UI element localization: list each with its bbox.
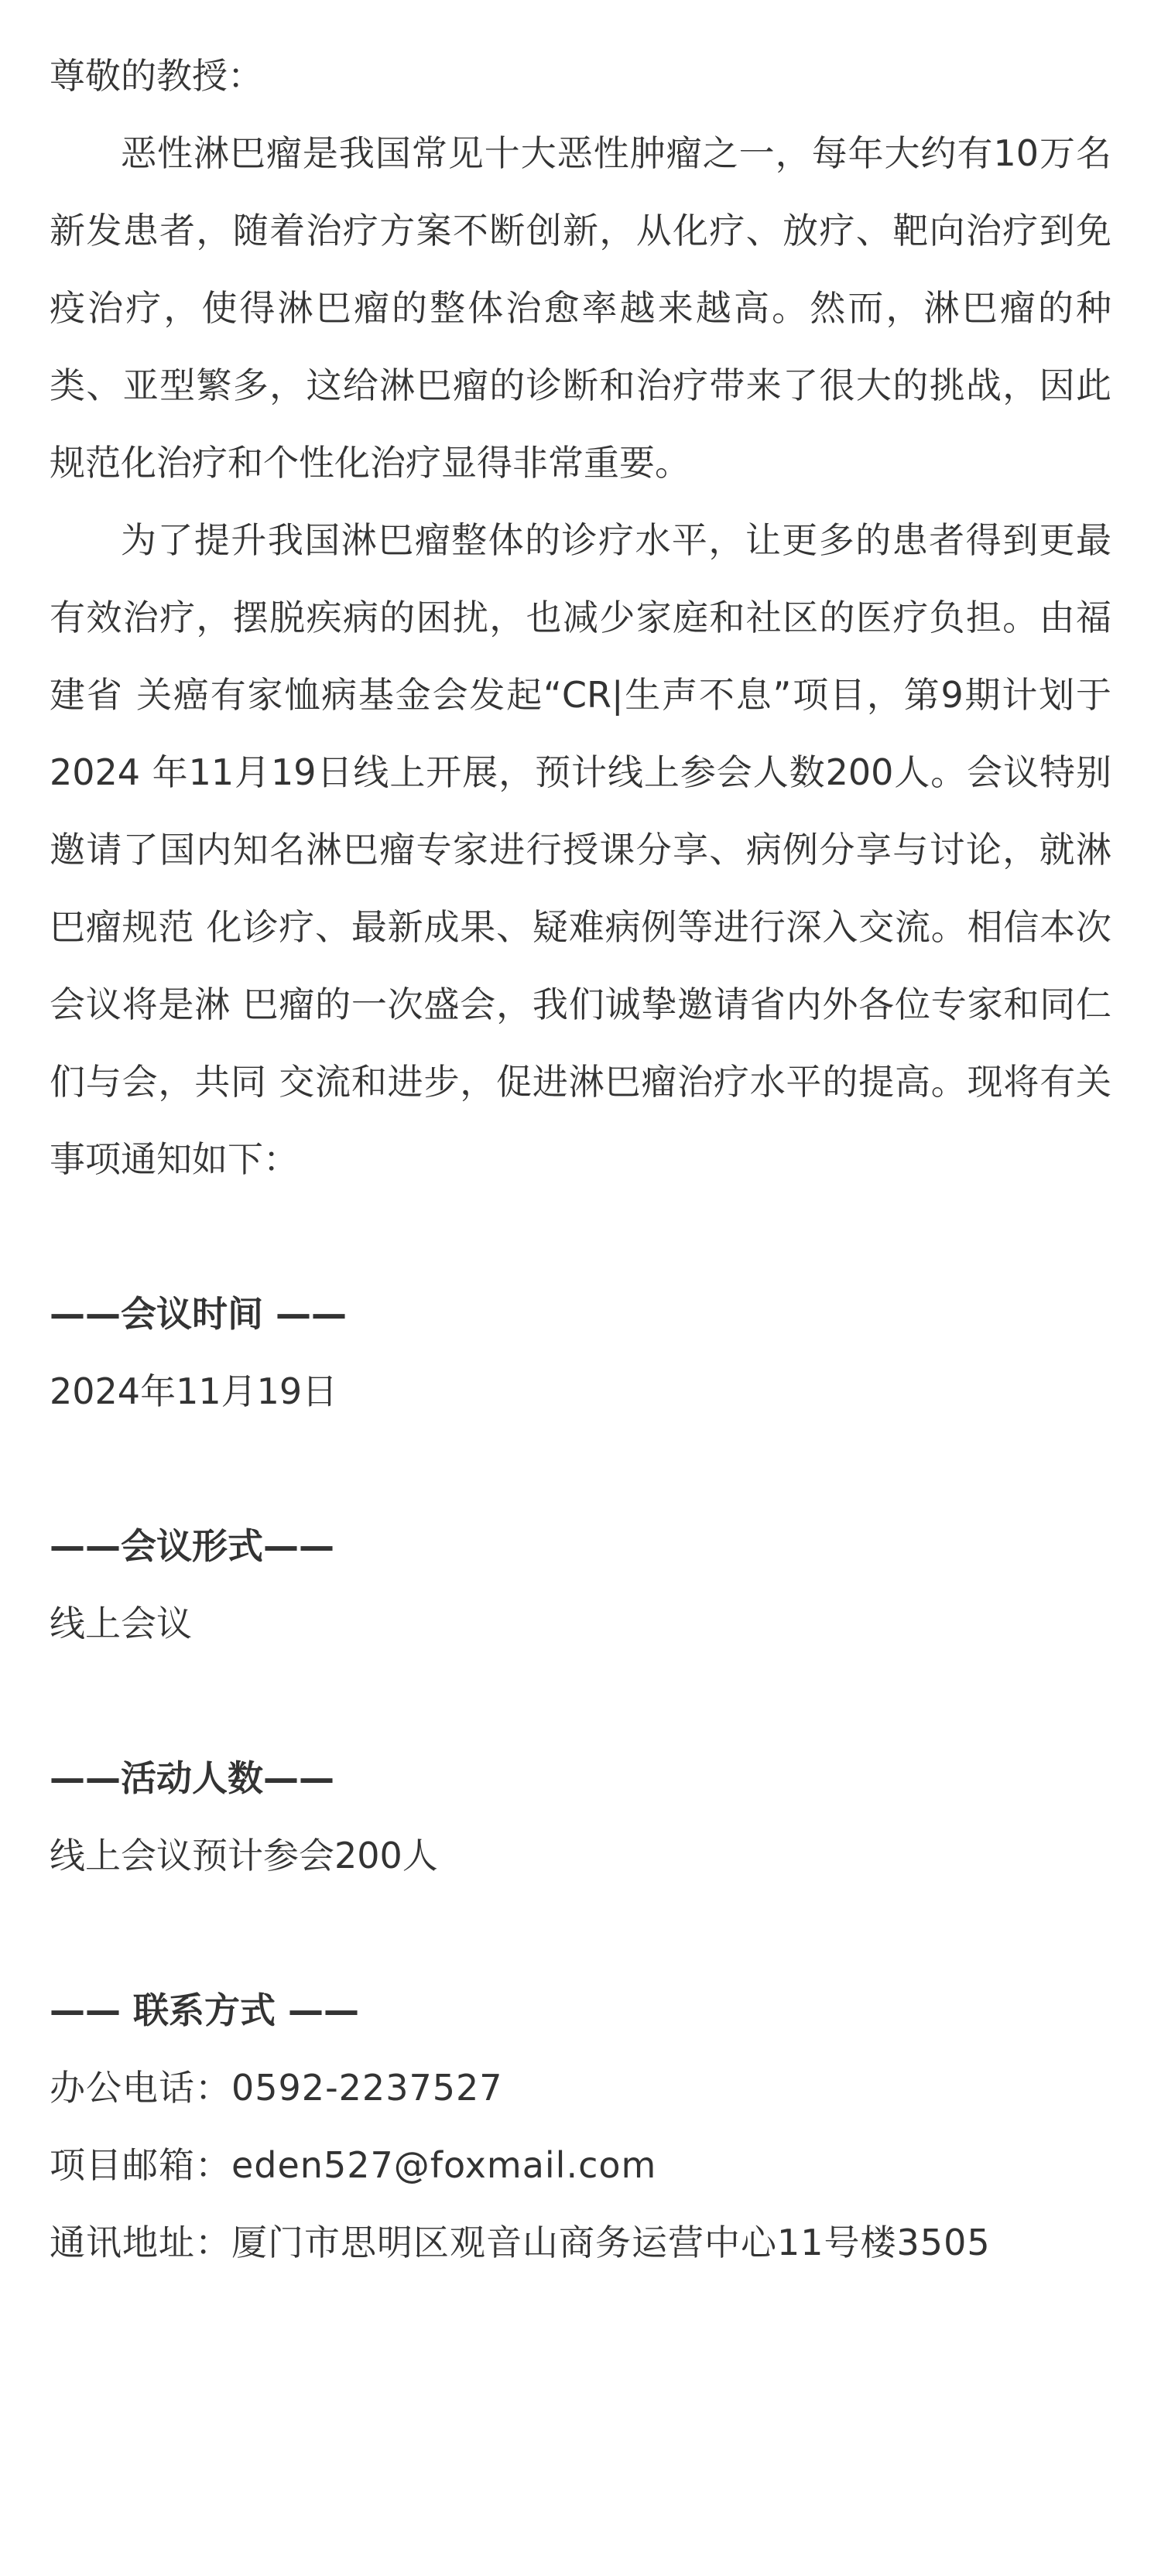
- notice-document: [50, 37, 1111, 2281]
- meeting-format-value: 线上会议: [50, 1603, 192, 1644]
- contact-phone: 办公电话：0592-2237527: [50, 2067, 503, 2109]
- contact-address: 通讯地址：厦门市思明区观音山商务运营中心11号楼3505: [50, 2222, 991, 2263]
- attendance-heading: ——活动人数——: [50, 1757, 334, 1799]
- purpose-paragraph: 为了提升我国淋巴瘤整体的诊疗水平，让更多的患者得到更最有效治疗，摆脱疾病的困扰，也减少家庭和社区的医疗负担。由福建省 关癌有家恤病基金会发起“CR|生声不息”项目，第9期计划于2024 年11月19日线上开展，预计线上参会人数200人。会议特别邀请了国内知名淋巴瘤专家进行授课分享、病例分享与讨论，就淋巴瘤规范 化诊疗、最新成果、疑难病例等进行深入交流。相信本次会议将是淋 巴瘤的一次盛会，我们诚挚邀请省内外各位专家和同仁们与会，共同 交流和进步，促进淋巴瘤治疗水平的提高。现将有关事项通知如下：: [50, 519, 1111, 1180]
- meeting-time-value: 2024年11月19日: [50, 1370, 338, 1412]
- salutation: 尊敬的教授：: [50, 55, 263, 97]
- intro-paragraph: 恶性淋巴瘤是我国常见十大恶性肿瘤之一，每年大约有10万名 新发患者，随着治疗方案不断创新，从化疗、放疗、靶向治疗到免疫治疗，使得淋巴瘤的整体治愈率越来越高。然而，淋巴瘤的种类、亚型繁多，这给淋巴瘤的诊断和治疗带来了很大的挑战，因此规范化治疗和个性化治疗显得非常重要。: [50, 132, 1111, 484]
- meeting-time-heading: ——会议时间 ——: [50, 1293, 348, 1335]
- contact-email: 项目邮箱：eden527@foxmail.com: [50, 2144, 657, 2186]
- section-contact: [50, 1972, 1111, 2281]
- section-meeting-format: [50, 1507, 1111, 1662]
- meeting-format-heading: ——会议形式——: [50, 1525, 334, 1567]
- section-attendance: [50, 1740, 1111, 1894]
- contact-heading: —— 联系方式 ——: [50, 1989, 360, 2031]
- section-meeting-time: [50, 1275, 1111, 1430]
- attendance-value: 线上会议预计参会200人: [50, 1835, 438, 1876]
